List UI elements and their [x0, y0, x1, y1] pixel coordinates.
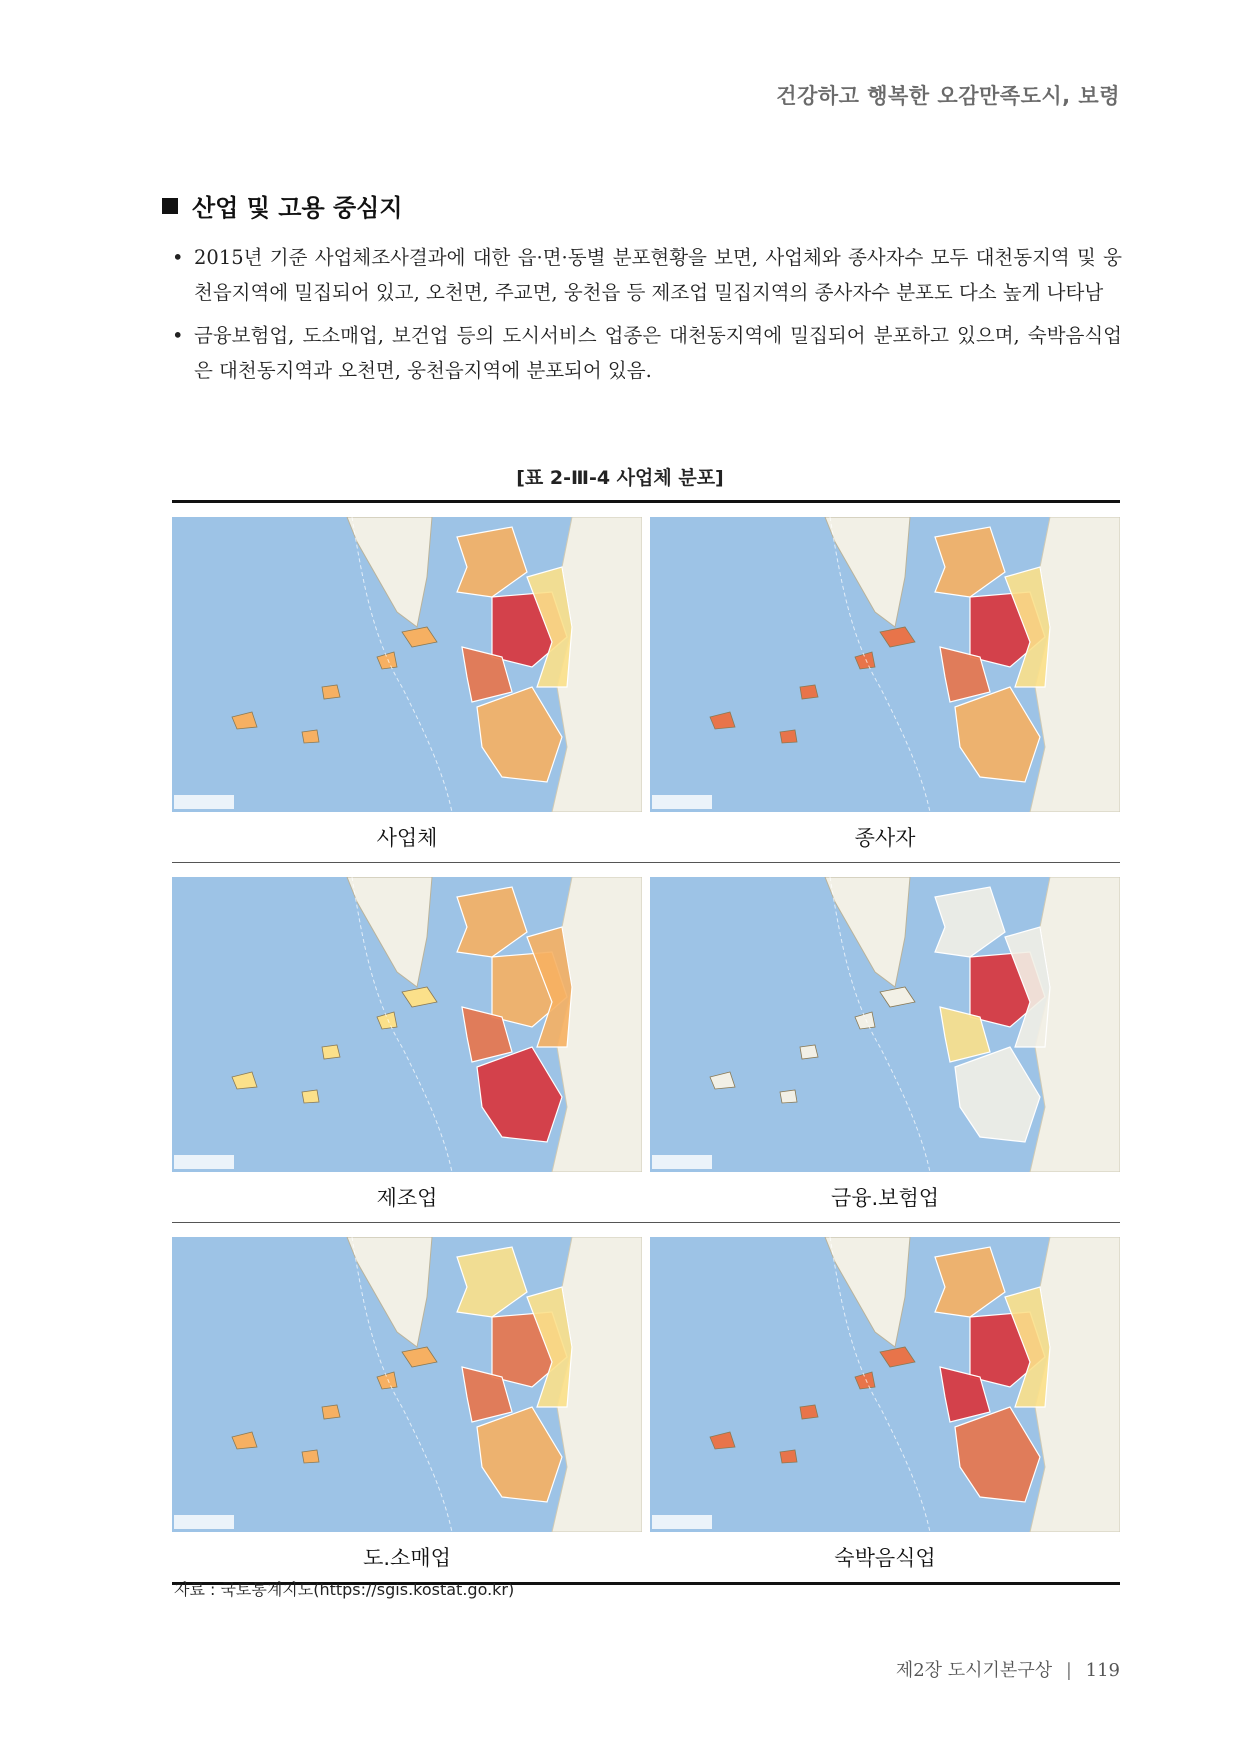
- map-island: [322, 1405, 340, 1419]
- map-accommodation-food: [650, 1237, 1120, 1532]
- bullet-text: 금융보험업, 도소매업, 보건업 등의 도시서비스 업종은 대천동지역에 밀집되어 분포하고 있으며, 숙박음식업은 대천동지역과 오천면, 웅천읍지역에 분포되어 있음.: [194, 324, 1122, 382]
- map-cell: [650, 877, 1120, 1172]
- label-row: [172, 812, 1120, 862]
- map-island: [302, 1090, 319, 1103]
- label-row: [172, 1532, 1120, 1582]
- map-island: [800, 685, 818, 699]
- bullet-text: 2015년 기준 사업체조사결과에 대한 읍·면·동별 분포현황을 보면, 사업체와 종사자수 모두 대천동지역 및 웅천읍지역에 밀집되어 있고, 오천면, 주교면, 웅천읍 등 제조업 밀집지역의 종사자수 분포도 다소 높게 나타남: [194, 246, 1122, 304]
- map-row: [172, 863, 1120, 1172]
- map-island: [800, 1405, 818, 1419]
- footer-page-number: 119: [1085, 1660, 1120, 1681]
- map-employees: [650, 517, 1120, 812]
- bullet-dot-icon: •: [172, 324, 184, 347]
- running-header: 건강하고 행복한 오감만족도시, 보령: [776, 84, 1120, 108]
- map-island: [302, 730, 319, 743]
- bullet-item: [172, 318, 1122, 388]
- map-row: [172, 1223, 1120, 1532]
- map-legend-box: [652, 1515, 712, 1529]
- map-legend-box: [174, 1155, 234, 1169]
- map-label: 금융.보험업: [830, 1186, 940, 1210]
- map-island: [780, 1090, 797, 1103]
- map-figure-table: [172, 500, 1120, 1585]
- map-cell: [650, 1237, 1120, 1532]
- map-legend-box: [652, 795, 712, 809]
- map-legend-box: [652, 1155, 712, 1169]
- bullet-dot-icon: •: [172, 246, 184, 269]
- map-label: 사업체: [376, 826, 438, 850]
- label-row: [172, 1172, 1120, 1222]
- map-legend-box: [174, 795, 234, 809]
- footer-separator: |: [1065, 1660, 1072, 1681]
- map-label: 종사자: [854, 826, 916, 850]
- map-island: [322, 1045, 340, 1059]
- map-label: 제조업: [376, 1186, 438, 1210]
- map-island: [302, 1450, 319, 1463]
- map-wholesale-retail: [172, 1237, 642, 1532]
- section-heading: [162, 188, 403, 223]
- bullet-list: [172, 240, 1122, 396]
- map-label: 도.소매업: [363, 1546, 451, 1570]
- table-caption: [표 2-Ⅲ-4 사업체 분포]: [516, 467, 724, 489]
- page-footer: [896, 1656, 1120, 1682]
- map-business-count: [172, 517, 642, 812]
- source-note: 자료 : 국토통계지도(https://sgis.kostat.go.kr): [174, 1580, 515, 1599]
- map-finance-insurance: [650, 877, 1120, 1172]
- map-label: 숙박음식업: [834, 1546, 936, 1570]
- map-island: [780, 730, 797, 743]
- map-island: [322, 685, 340, 699]
- map-cell: [172, 517, 642, 812]
- square-bullet-icon: [162, 198, 178, 214]
- map-legend-box: [174, 1515, 234, 1529]
- map-cell: [172, 877, 642, 1172]
- map-manufacturing: [172, 877, 642, 1172]
- footer-chapter: 제2장 도시기본구상: [895, 1660, 1053, 1681]
- map-cell: [172, 1237, 642, 1532]
- map-row: [172, 503, 1120, 812]
- bullet-item: [172, 240, 1122, 310]
- section-title-text: 산업 및 고용 중심지: [192, 194, 403, 222]
- map-island: [800, 1045, 818, 1059]
- map-cell: [650, 517, 1120, 812]
- map-island: [780, 1450, 797, 1463]
